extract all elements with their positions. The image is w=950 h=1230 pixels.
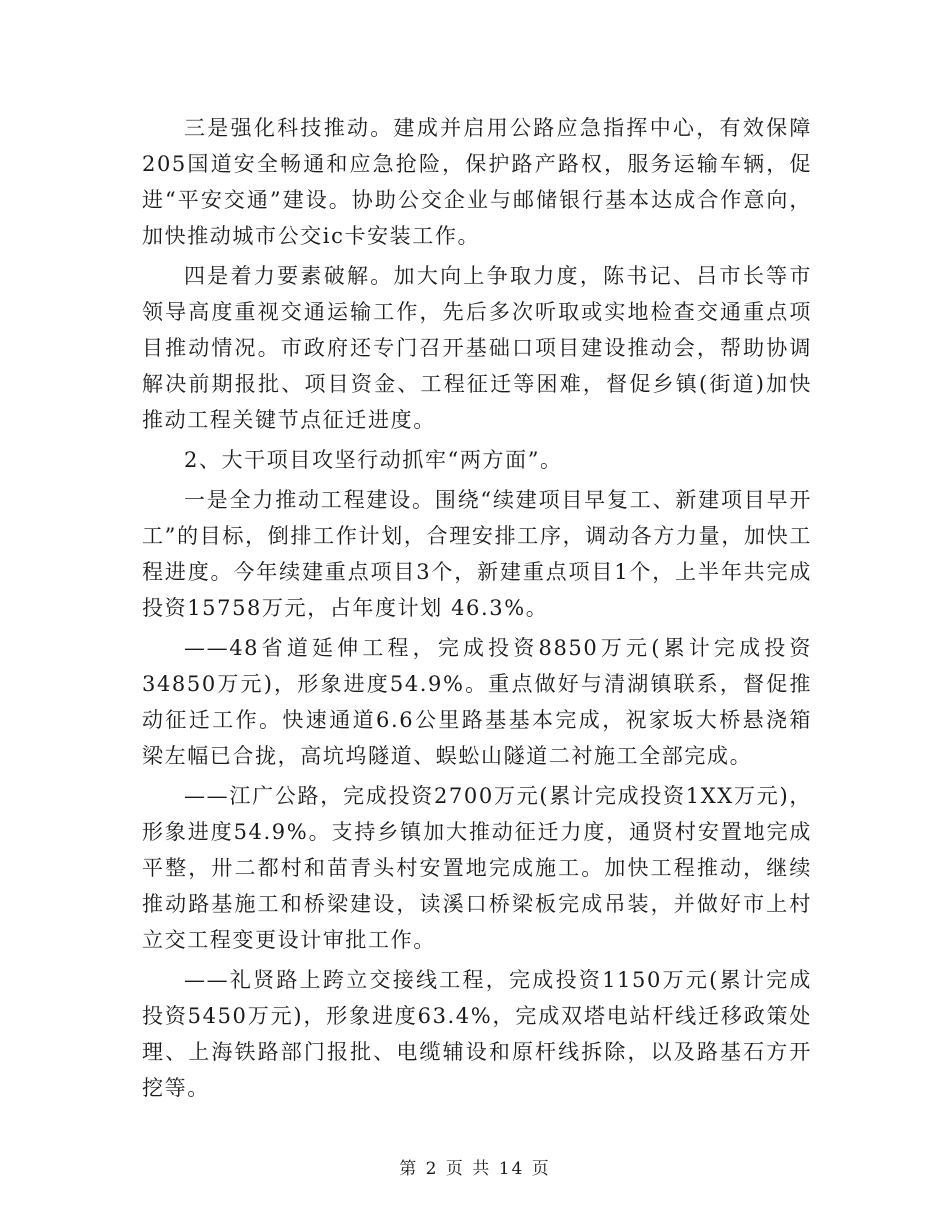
section-heading-two-aspects: 2、大干项目攻坚行动抓牢“两方面”。 [184,448,563,472]
document-body [142,110,812,1110]
paragraph-provincial-road-48: ——48省道延伸工程，完成投资8850万元(累计完成投资34850万元)，形象进度54.9%。重点做好与清湖镇联系，督促推动征迁工作。快速通道6.6公里路基基本完成，祝家坂大桥悬浇箱梁左幅已合拢，高坑坞隧道、蜈蚣山隧道二衬施工全部完成。 [142,636,812,768]
paragraph-factor-resolution: 四是着力要素破解。加大向上争取力度，陈书记、吕市长等市领导高度重视交通运输工作，先后多次听取或实地检查交通重点项目推动情况。市政府还专门召开基础口项目建设推动会，帮助协调解决前期报批、项目资金、工程征迁等困难，督促乡镇(街道)加快推动工程关键节点征迁进度。 [142,264,812,432]
paragraph-jiangguang-road: ——江广公路，完成投资2700万元(累计完成投资1XX万元)，形象进度54.9%。支持乡镇加大推动征迁力度，通贤村安置地完成平整，卅二都村和苗青头村安置地完成施工。加快工程推动，继续推动路基施工和桥梁建设，读溪口桥梁板完成吊装，并做好市上村立交工程变更设计审批工作。 [142,784,812,952]
paragraph-tech-promotion: 三是强化科技推动。建成并启用公路应急指挥中心，有效保障205国道安全畅通和应急抢险，保护路产路权，服务运输车辆，促进“平安交通”建设。协助公交企业与邮储银行基本达成合作意向，加快推动城市公交ic卡安装工作。 [142,116,812,248]
paragraph-lixian-road-overpass: ——礼贤路上跨立交接线工程，完成投资1150万元(累计完成投资5450万元)，形象进度63.4%，完成双塔电站杆线迁移政策处理、上海铁路部门报批、电缆辅设和原杆线拆除，以及路基石方开挖等。 [142,968,812,1100]
paragraph-project-construction: 一是全力推动工程建设。围绕“续建项目早复工、新建项目早开工”的目标，倒排工作计划，合理安排工序，调动各方力量，加快工程进度。今年续建重点项目3个，新建重点项目1个，上半年共完成投资15758万元，占年度计划 46.3%。 [142,488,812,620]
page-number-footer: 第 2 页 共 14 页 [399,1159,551,1179]
